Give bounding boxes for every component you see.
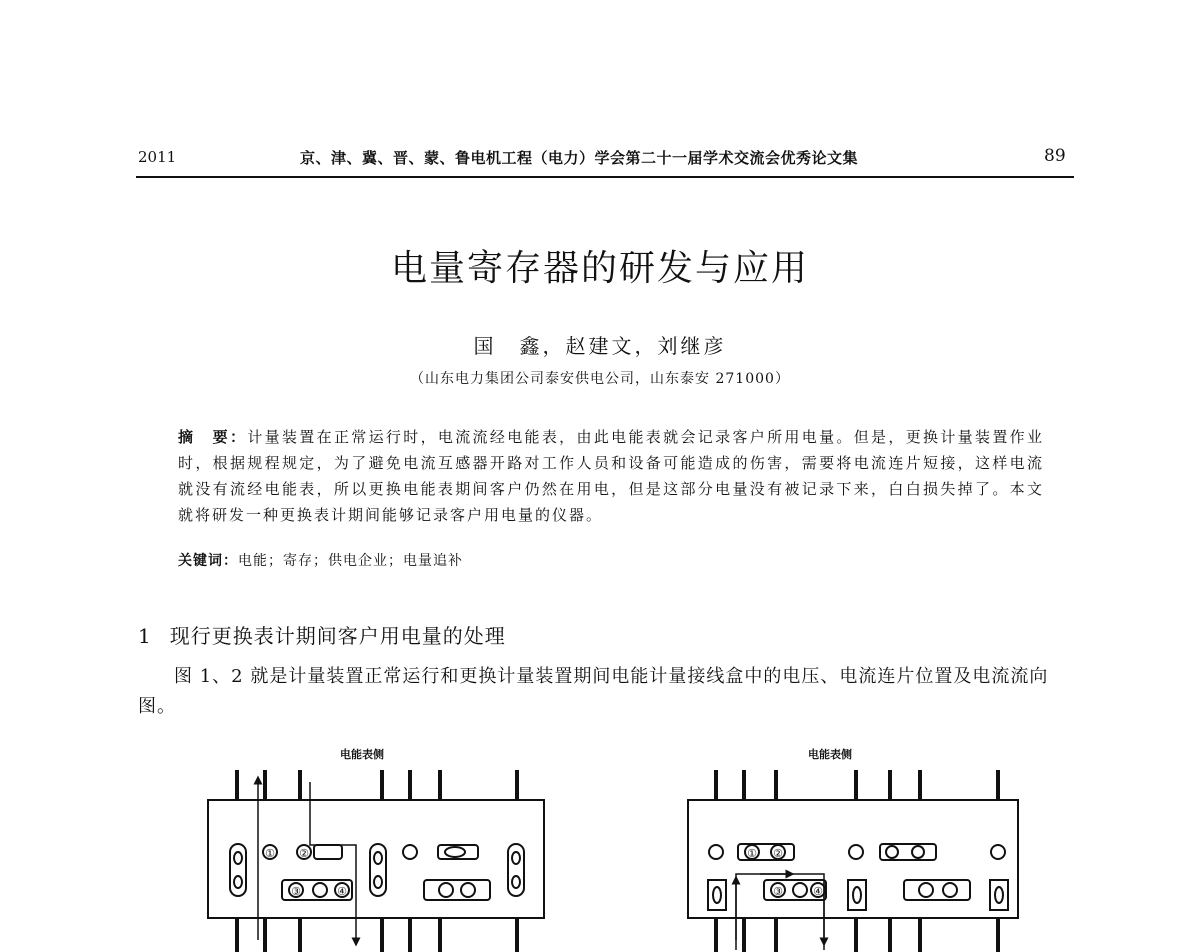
figure-right-marker-2: ② [773,847,783,860]
figure-right [688,747,1018,952]
abstract-text: 计量装置在正常运行时，电流流经电能表，由此电能表就会记录客户所用电量。但是，更换计量装置作业时，根据规程规定，为了避免电流互感器开路对工作人员和设备可能造成的伤害，需要将电流连片短接，这样电流就没有流经电能表，所以更换电能表期间客户仍然在用电，但是这部分电量没有被记录下来，白白损失掉了。本文就将研发一种更换表计期间能够记录客户用电量的仪器。 [178,428,1044,524]
header-journal-title: 京、津、冀、晋、蒙、鲁电机工程（电力）学会第二十一届学术交流会优秀论文集 [300,149,859,167]
figure-right-block-1 [708,880,726,910]
figure-left-marker-1: ① [265,847,275,860]
figure-right-bottom-terminals [716,918,998,952]
figure-right-block-2 [848,880,866,910]
figure-right-label: 电能表侧 [808,748,852,761]
paper-authors: 国 鑫，赵建文，刘继彦 [473,334,727,358]
figure-left [208,747,544,952]
paper-title: 电量寄存器的研发与应用 [390,248,809,289]
figure-right-block-3 [990,880,1008,910]
figure-right-top-terminals [716,770,998,800]
header-year: 2011 [138,148,177,166]
figure-left-marker-2: ② [299,847,309,860]
abstract-label: 摘 要： [178,428,248,446]
figure-right-marker-3: ③ [773,885,783,898]
figure-left-label: 电能表侧 [340,748,384,761]
keywords-label: 关键词： [178,553,238,569]
section-number: 1 [138,624,152,648]
figure-left-marker-3: ③ [291,885,301,898]
body-paragraph: 图 1、2 就是计量装置正常运行和更换计量装置期间电能计量接线盒中的电压、电流连片位置及电流流向图。 [138,666,1049,717]
figure-left-bottom-terminals [237,918,517,952]
figure-left-top-terminals [237,770,517,800]
header-page-number: 89 [1044,146,1066,166]
figure-right-marker-1: ① [747,847,757,860]
paper-affiliation: （山东电力集团公司泰安供电公司，山东泰安 271000） [410,371,790,387]
keywords-text: 电能；寄存；供电企业；电量追补 [238,553,463,569]
section-title: 现行更换表计期间客户用电量的处理 [169,624,506,648]
figure-right-marker-4: ④ [813,885,823,898]
figure-left-marker-4: ④ [337,885,347,898]
